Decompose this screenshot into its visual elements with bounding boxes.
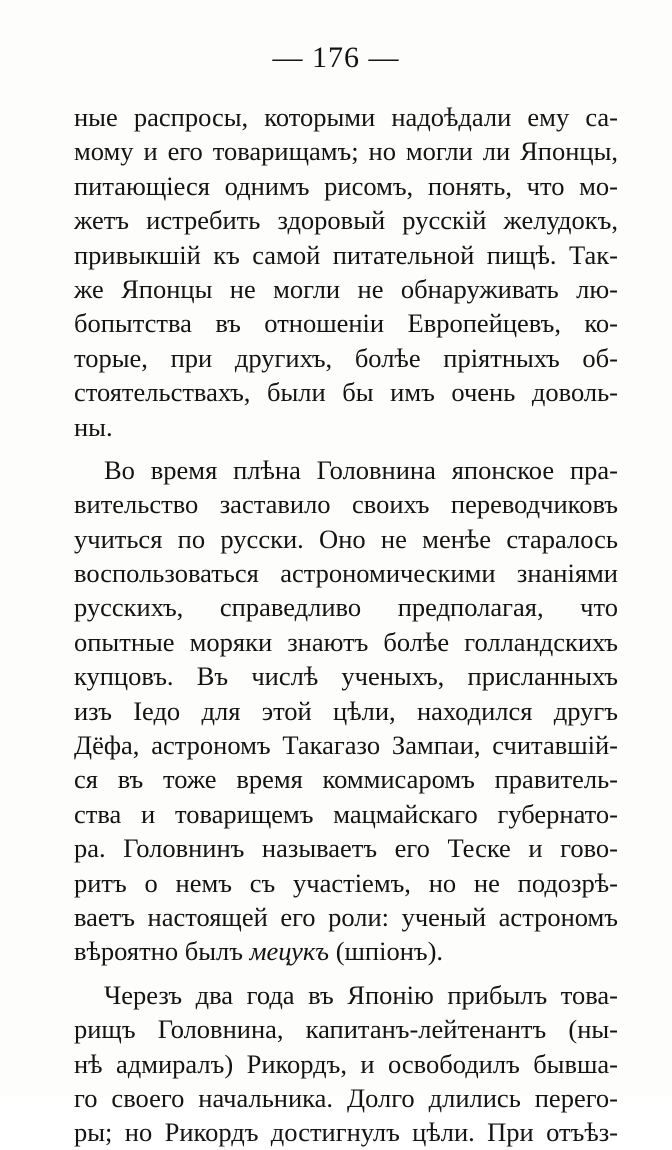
text-segment: (шпіонъ). bbox=[335, 936, 444, 967]
text-line: учиться по русски. Оно не менѣе старалось bbox=[74, 523, 618, 554]
text-line: нѣ адмиралъ) Рикордъ, и освободилъ бывша- bbox=[74, 1048, 618, 1079]
text-line: русскихъ, справедливо предполагая, что bbox=[74, 592, 618, 623]
text-line: ные распросы, которыми надоѣдали ему са- bbox=[74, 102, 618, 132]
text-line: ны. bbox=[74, 411, 113, 442]
text-line: го своего начальника. Долго длились перего- bbox=[74, 1082, 618, 1113]
text-line: питающіеся однимъ рисомъ, понять, что мо- bbox=[74, 170, 618, 201]
text-line: торые, при другихъ, болѣе пріятныхъ об- bbox=[74, 342, 618, 373]
text-line: рищъ Головнина, капитанъ-лейтенантъ (ны- bbox=[74, 1014, 618, 1045]
text-line: изъ Іедо для этой цѣли, находился другъ bbox=[74, 695, 618, 726]
text-line: стоятельствахъ, были бы имъ очень доволь- bbox=[74, 377, 618, 408]
paragraph-3 bbox=[74, 978, 618, 1150]
text-line: привыкшій къ самой питательной пищѣ. Так- bbox=[74, 239, 618, 270]
text-line: жетъ истребить здоровый русскій желудокъ, bbox=[74, 205, 618, 236]
text-line: ваетъ настоящей его роли: ученый астрономъ bbox=[74, 901, 618, 932]
text-line: бопытства въ отношеніи Европейцевъ, ко- bbox=[74, 308, 618, 339]
text-line: опытные моряки знаютъ болѣе голландскихъ bbox=[74, 626, 618, 657]
text-line: Черезъ два года въ Японію прибылъ това- bbox=[104, 979, 618, 1010]
text-line: ра. Головнинъ называетъ его Теске и гово- bbox=[74, 833, 618, 864]
body-text bbox=[74, 100, 618, 1150]
text-line: же Японцы не могли не обнаруживать лю- bbox=[74, 273, 618, 304]
text-segment: вѣроятно былъ bbox=[74, 936, 243, 967]
text-line: ся въ тоже время коммисаромъ правитель- bbox=[74, 764, 618, 795]
page-number: — 176 — bbox=[272, 41, 400, 74]
text-line: мому и его товарищамъ; но могли ли Японцы, bbox=[74, 136, 618, 167]
text-line: ритъ о немъ съ участіемъ, но не подозрѣ- bbox=[74, 867, 618, 898]
text-line: Дёфа, астрономъ Такагазо Зампаи, считавшій- bbox=[74, 730, 618, 761]
italic-term: мецукъ bbox=[249, 936, 330, 967]
text-line: купцовъ. Въ числѣ ученыхъ, присланныхъ bbox=[74, 661, 618, 692]
paragraph-2 bbox=[74, 453, 618, 969]
text-line bbox=[74, 934, 618, 968]
text-line: вительство заставило своихъ переводчиковъ bbox=[74, 489, 618, 520]
text-line: воспользоваться астрономическими знаніями bbox=[74, 558, 618, 589]
text-line: ства и товарищемъ мацмайскаго губернато- bbox=[74, 798, 618, 829]
text-line: Во время плѣна Головнина японское пра- bbox=[104, 454, 618, 485]
paragraph-1 bbox=[74, 100, 618, 444]
text-line: ры; но Рикордъ достигнулъ цѣли. При отъѣз- bbox=[74, 1117, 618, 1148]
